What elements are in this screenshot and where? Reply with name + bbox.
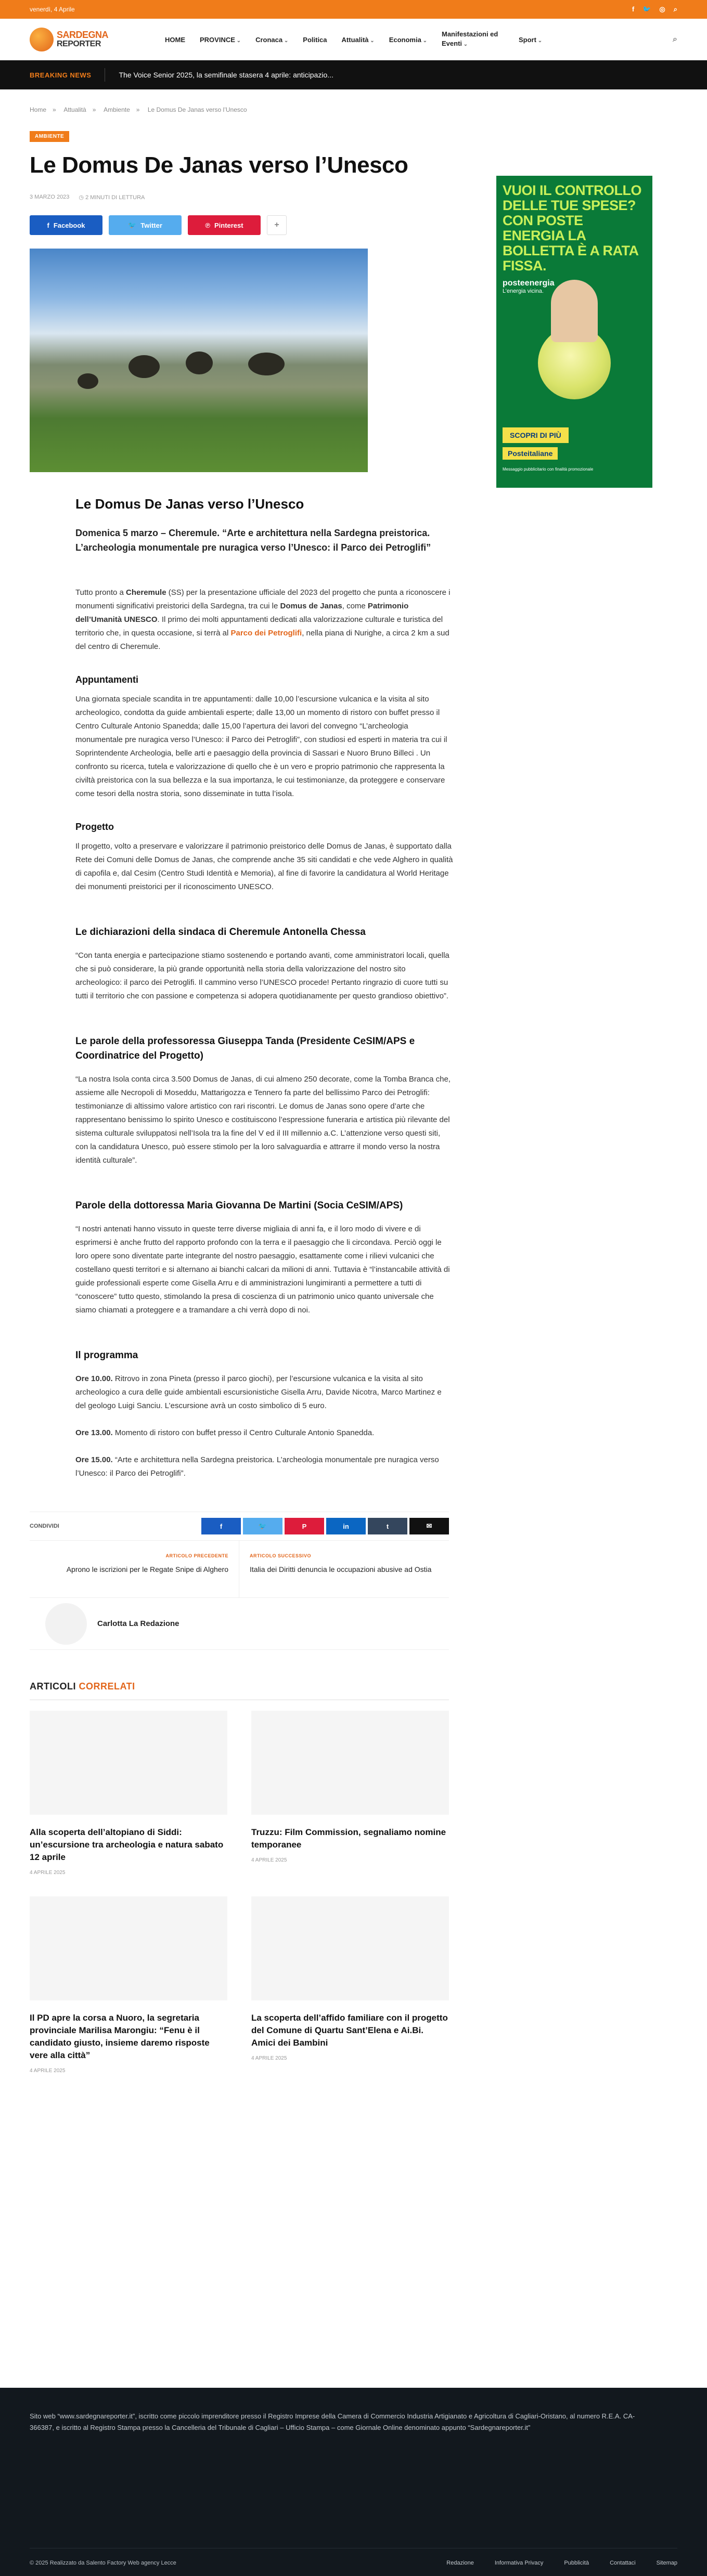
article-date: 3 MARZO 2023 — [30, 194, 70, 200]
site-header — [0, 19, 707, 60]
ad-poste-logo: Posteitaliane — [503, 447, 558, 460]
breadcrumb-current: Le Domus De Janas verso l’Unesco — [147, 106, 247, 113]
breaking-news-bar — [0, 60, 707, 89]
article-heading: Le Domus De Janas verso l’Unesco — [75, 496, 304, 512]
nav-province[interactable]: PROVINCE ⌄ — [200, 36, 241, 44]
page-title: Le Domus De Janas verso l’Unesco — [30, 152, 408, 178]
ad-headline: VUOI IL CONTROLLO DELLE TUE SPESE? CON POSTE ENERGIA LA BOLLETTA È A RATA FISSA. — [503, 183, 641, 274]
nav-cronaca[interactable]: Cronaca ⌄ — [255, 36, 288, 44]
heading-appuntamenti: Appuntamenti — [75, 674, 138, 685]
featured-image — [30, 249, 368, 472]
article-meta — [30, 194, 449, 201]
instagram-icon[interactable]: ◎ — [659, 5, 665, 13]
breadcrumb: Home » Attualità » Ambiente » Le Domus De Janas verso l’Unesco — [30, 106, 247, 113]
breadcrumb-ambiente[interactable]: Ambiente — [104, 106, 130, 113]
main-nav — [165, 30, 542, 49]
related-item[interactable]: Truzzu: Film Commission, segnaliamo nomine temporanee 4 APRILE 2025 — [251, 1711, 449, 1876]
nav-home[interactable]: HOME — [165, 35, 185, 44]
paragraph-sindaca: “Con tanta energia e partecipazione stiamo sostenendo e portando avanti, come amministratori locali, quella che si può considerare, la più grande opportunità nella storia della valorizzazione del nostro sito archeologico: il parco dei Petroglifi. Il cammino verso l’UNESCO procede! Pertanto ringrazio di cuore tutti su tutti il territorio che con passione e competenza si adopera quotidianamente per questo grandioso obiettivo”. — [75, 951, 449, 1000]
paragraph-tanda: “La nostra Isola conta circa 3.500 Domus de Janas, di cui almeno 250 decorate, come la Tomba Branca che, assieme alle Necropoli di Moseddu, Mattarigozza e Tennero fa parte del bellissimo Parco dei Petroglifi: testimonianze di altissimo valore artistico con rari riscontri. Le domus de Janas sono opere d’arte che rappresentano benissimo lo spirito Unesco e costituiscono l’espressione funeraria e artistica più rilevante del sistema culturale sviluppatosi nell’Isola tra la fine del V ed il III millennio a.C. L’attenzione verso questi siti, con la candidatura Unesco, può essere stimolo per la loro salvaguardia e attrarre il mondo verso la nostra identità culturale”. — [75, 1075, 451, 1165]
breaking-headline[interactable]: The Voice Senior 2025, la semifinale stasera 4 aprile: anticipazio... — [119, 71, 333, 79]
footer-link-pubblicita[interactable]: Pubblicità — [564, 2560, 589, 2566]
avatar — [45, 1603, 87, 1645]
share-pinterest-icon[interactable]: P — [285, 1518, 324, 1534]
footer-links — [446, 2560, 677, 2566]
footer-link-redazione[interactable]: Redazione — [446, 2560, 474, 2566]
footer-link-sitemap[interactable]: Sitemap — [656, 2560, 677, 2566]
footer-link-privacy[interactable]: Informativa Privacy — [494, 2560, 544, 2566]
breadcrumb-home[interactable]: Home — [30, 106, 47, 113]
paragraph-ore-13: Ore 13.00. Momento di ristoro con buffet presso il Centro Culturale Antonio Spanedda. — [75, 1428, 375, 1437]
footer-link-contattaci[interactable]: Contattaci — [610, 2560, 636, 2566]
heading-progetto: Progetto — [75, 822, 114, 832]
site-footer — [0, 2388, 707, 2576]
share-facebook-icon[interactable]: f — [201, 1518, 241, 1534]
site-logo[interactable]: SARDEGNA REPORTER — [30, 28, 155, 51]
related-thumbnail — [30, 1711, 227, 1815]
nav-sport[interactable]: Sport ⌄ — [519, 36, 542, 44]
related-articles — [30, 1711, 449, 2074]
share-buttons-top — [30, 215, 449, 235]
related-thumbnail — [251, 1711, 449, 1815]
share-twitter-button[interactable]: 🐦 Twitter — [109, 215, 182, 235]
share-linkedin-icon[interactable]: in — [326, 1518, 366, 1534]
previous-article-link[interactable]: ARTICOLO PRECEDENTE Aprono le iscrizioni per le Regate Snipe di Alghero — [30, 1541, 239, 1597]
reading-time: ◷ 2 MINUTI DI LETTURA — [79, 194, 145, 201]
related-thumbnail — [30, 1896, 227, 2000]
related-item[interactable]: La scoperta dell’affido familiare con il progetto del Comune di Quartu Sant’Elena e Ai.Bi. Amici dei Bambini 4 APRILE 2025 — [251, 1896, 449, 2074]
twitter-icon[interactable]: 🐦 — [642, 5, 651, 13]
paragraph-martini: “I nostri antenati hanno vissuto in queste terre diverse migliaia di anni fa, e il loro modo di vivere e di esprimersi è anche frutto del rapporto profondo con la terra e il paesaggio che li circondava. Perciò oggi le loro opere sono diventate parte integrante del nostro paesaggio, esattamente come i rilievi vulcanici che costellano questi territori e si alternano ai bianchi calcari da milioni di anni. Tuttavia è “l’instancabile attività di guide professionali esperte come Gisella Arru e di amministrazioni lungimiranti a permettere a tutti di “conoscere” tutto questo, stimolando la presa di coscienza di un patrimonio unico quanto universale che siamo chiamati a proteggere e a tramandare a chi verrà dopo di noi. — [75, 1225, 450, 1315]
nav-attualita[interactable]: Attualità ⌄ — [342, 36, 375, 44]
related-thumbnail — [251, 1896, 449, 2000]
top-social-icons — [632, 5, 677, 14]
ad-cta-button[interactable]: SCOPRI DI PIÙ — [503, 427, 569, 443]
share-more-button[interactable]: + — [267, 215, 287, 235]
pinterest-icon: ℗ — [205, 221, 210, 229]
footer-copyright: © 2025 Realizzato da Salento Factory Web agency Lecce — [30, 2560, 176, 2566]
nav-economia[interactable]: Economia ⌄ — [389, 36, 427, 44]
parco-petroglifi-link[interactable]: Parco dei Petroglifi — [230, 629, 302, 638]
twitter-icon: 🐦 — [128, 221, 137, 229]
nav-politica[interactable]: Politica — [303, 35, 327, 44]
heading-sindaca: Le dichiarazioni della sindaca di Cheremule Antonella Chessa — [75, 927, 366, 938]
article-body — [75, 496, 453, 1480]
next-article-link[interactable]: ARTICOLO SUCCESSIVO Italia dei Diritti denuncia le occupazioni abusive ad Ostia — [250, 1553, 432, 1573]
author-box — [30, 1598, 449, 1650]
heading-programma: Il programma — [75, 1350, 138, 1361]
author-name[interactable]: Carlotta La Redazione — [97, 1619, 179, 1628]
category-badge[interactable]: AMBIENTE — [30, 131, 69, 142]
header-search-icon[interactable]: ⌕ — [673, 35, 677, 44]
share-bar-bottom — [30, 1512, 449, 1541]
related-item[interactable]: Alla scoperta dell’altopiano di Siddi: un’escursione tra archeologia e natura sabato 12 aprile 4 APRILE 2025 — [30, 1711, 227, 1876]
heading-tanda: Le parole della professoressa Giuseppa Tanda (Presidente CeSIM/APS e Coordinatrice del Progetto) — [75, 1036, 415, 1061]
footer-legal-text: Sito web “www.sardegnareporter.it”, iscritto come piccolo imprenditore presso il Registro Imprese della Camera di Commercio Industria Artigianato e Agricoltura di Cagliari-Oristano, al numero R.E.A. CA-366387, e iscritto al Registro Stampa presso la Cancelleria del Tribunale di Cagliari – Ufficio Stampa – come Giornale Online denominato appunto “Sardegnareporter.it” — [30, 2412, 635, 2431]
share-email-icon[interactable]: ✉ — [409, 1518, 449, 1534]
heading-martini: Parole della dottoressa Maria Giovanna De Martini (Socia CeSIM/APS) — [75, 1200, 403, 1211]
nav-manifestazioni[interactable]: Manifestazioni ed Eventi ⌄ — [442, 30, 504, 49]
share-facebook-button[interactable]: f Facebook — [30, 215, 102, 235]
breaking-label: BREAKING NEWS — [30, 71, 92, 79]
paragraph-progetto: Il progetto, volto a preservare e valorizzare il patrimonio preistorico delle Domus de Janas, è supportato dalla Rete dei Comuni delle Domus de Janas, che comprende anche 35 siti candidati e che vede Alghero in qualità di capofila e, dal Cesim (Centro Studi Identità e Memoria), al fine di favorire la candidatura al World Heritage dei monumenti preistorici per il riconoscimento UNESCO. — [75, 842, 453, 891]
share-tumblr-icon[interactable]: t — [368, 1518, 407, 1534]
article-column — [30, 113, 453, 2074]
related-item[interactable]: Il PD apre la corsa a Nuoro, la segretaria provinciale Marilisa Marongiu: “Fenu è il candidato giusto, insieme daremo risposte vere alla città” 4 APRILE 2025 — [30, 1896, 227, 2074]
share-pinterest-button[interactable]: ℗ Pinterest — [188, 215, 261, 235]
paragraph-ore-10: Ore 10.00. Ritrovo in zona Pineta (presso il parco giochi), per l’escursione vulcanica e la visita al sito archeologico a cura delle guide ambientali escursionistiche Gisella Arru, Davide Nicotra, Marco Martinez e del geologo Luigi Sanciu. L’escursione avrà un costo simbolico di 5 euro. — [75, 1374, 442, 1410]
share-twitter-icon[interactable]: 🐦 — [243, 1518, 282, 1534]
paragraph-intro: Tutto pronto a Cheremule (SS) per la presentazione ufficiale del 2023 del progetto che punta a riconoscere i monumenti significativi preistorici della Sardegna, tra cui le Domus de Janas, come Patrimonio dell’Umanità UNESCO. Il primo dei molti appuntamenti dedicati alla valorizzazione culturale e turistica del territorio che, in questa occasione, si terrà al Parco dei Petroglifi, nella piana di Nurighe, a circa 2 km a sud del centro di Cheremule. — [75, 588, 451, 651]
sidebar-advertisement[interactable]: VUOI IL CONTROLLO DELLE TUE SPESE? CON POSTE ENERGIA LA BOLLETTA È A RATA FISSA. posteenergia L’energia vicina. SCOPRI DI PIÙ Posteitaliane Messaggio pubblicitario con finalità promozionale — [496, 176, 652, 488]
logo-mark-icon — [30, 28, 54, 51]
facebook-icon[interactable]: f — [632, 5, 635, 13]
paragraph-appuntamenti: Una giornata speciale scandita in tre appuntamenti: dalle 10,00 l’escursione vulcanica e la visita al sito archeologico, condotta da guide ambientali esperte; dalle 13,00 un momento di ristoro con buffet presso il Centro Culturale Antonio Spanedda; dalle 15,00 l’apertura dei lavori del convegno “L’archeologia monumentale pre nuragica verso l’Unesco: il Parco dei Petroglifi”, con studiosi ed esperti in materia tra cui il Soprintendente Archeologia, belle arti e paesaggio della provincia di Sassari e Nuoro Bruno Billeci . Un confronto su ricerca, tutela e valorizzazione di quello che è un vero e proprio patrimonio che rappresenta la civiltà preistorica con la sua bellezza e la sua importanza, le cui testimonianze, da proteggere e conservare come tesori della nostra storia, sono disseminate in tutta l’isola. — [75, 695, 447, 798]
current-date: venerdì, 4 Aprile — [30, 6, 75, 13]
ad-brand: posteenergia — [503, 279, 555, 288]
article-lead: Domenica 5 marzo – Cheremule. “Arte e architettura nella Sardegna preistorica. L’archeologia monumentale pre nuragica verso l’Unesco: il Parco dei Petroglifi” — [75, 528, 431, 553]
prev-next-nav — [30, 1541, 449, 1598]
share-label: CONDIVIDI — [30, 1523, 59, 1529]
facebook-icon: f — [47, 221, 49, 229]
breadcrumb-attualita[interactable]: Attualità — [63, 106, 86, 113]
related-heading: ARTICOLI CORRELATI — [30, 1681, 449, 1700]
top-bar — [0, 0, 707, 19]
search-icon[interactable]: ⌕ — [673, 5, 677, 13]
paragraph-ore-15: Ore 15.00. “Arte e architettura nella Sardegna preistorica. L’archeologia monumentale pre nuragica verso l’Unesco: il Parco dei Petroglifi”. — [75, 1455, 439, 1478]
